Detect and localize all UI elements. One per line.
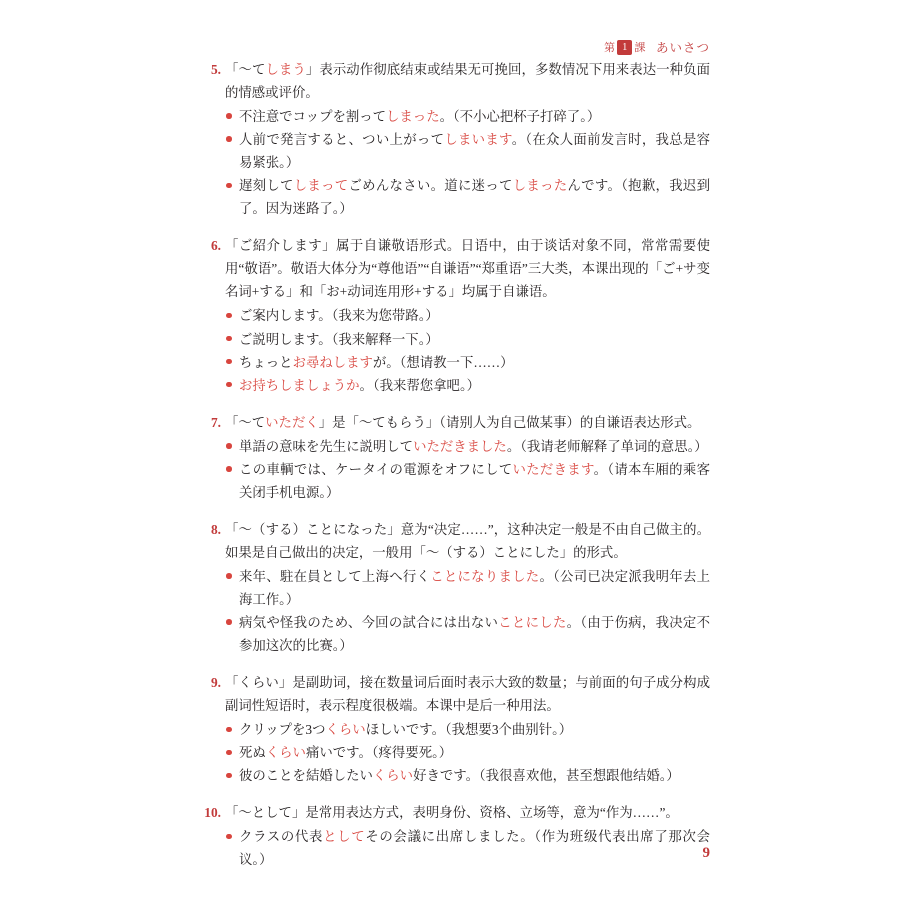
example-list	[225, 825, 710, 871]
bullet-icon	[226, 834, 232, 840]
highlight-text: ことになりました	[430, 568, 540, 584]
page-number: 9	[702, 845, 710, 861]
note-item-body	[225, 58, 710, 220]
note-item	[195, 671, 710, 787]
example-sentence	[225, 458, 710, 504]
highlight-text: いただきました	[413, 438, 507, 454]
note-item	[195, 411, 710, 504]
plain-text: ほしいです。（我想要3个曲别针。）	[365, 722, 573, 738]
highlight-text: いただきます	[512, 461, 594, 477]
bullet-icon	[226, 773, 232, 779]
example-list	[225, 565, 710, 657]
bullet-icon	[226, 183, 232, 189]
example-sentence	[225, 718, 710, 741]
note-item-explanation	[225, 234, 710, 303]
example-sentence	[225, 328, 710, 351]
bullet-icon	[226, 313, 232, 319]
plain-text: 。（我来帮您拿吧。）	[359, 377, 481, 393]
page-header	[604, 38, 710, 56]
example-sentence	[225, 128, 710, 174]
bullet-icon	[226, 382, 232, 388]
bullet-icon	[226, 443, 232, 449]
note-item-body	[225, 411, 710, 504]
note-item-number: 6.	[210, 238, 221, 254]
plain-text: クリップを3つ	[239, 722, 326, 738]
note-item-explanation	[225, 411, 710, 434]
example-list	[225, 718, 710, 787]
plain-text: んです。（抱歉，我迟到了。因为迷路了。）	[239, 178, 710, 217]
example-sentence	[225, 741, 710, 764]
example-list	[225, 304, 710, 396]
note-item	[195, 801, 710, 871]
bullet-icon	[226, 750, 232, 756]
lesson-number: 1	[617, 40, 632, 55]
highlight-text: しまいます	[444, 132, 512, 148]
highlight-text: として	[323, 829, 366, 845]
bullet-icon	[226, 573, 232, 579]
note-item-number: 7.	[210, 414, 221, 430]
plain-text: 。（由于伤病，我决定不参加这次的比赛。）	[239, 615, 710, 654]
plain-text: 痛いです。（疼得要死。）	[305, 745, 453, 761]
example-sentence	[225, 764, 710, 787]
highlight-text: しまって	[293, 178, 349, 194]
bullet-icon	[226, 466, 232, 472]
plain-text: クラスの代表	[239, 829, 324, 845]
bullet-icon	[226, 336, 232, 342]
plain-text: 死ぬ	[239, 745, 266, 761]
note-item-explanation	[225, 671, 710, 717]
example-sentence	[225, 105, 710, 128]
plain-text: ご案内します。（我来为您带路。）	[239, 308, 439, 324]
highlight-text: くらい	[265, 745, 306, 761]
note-item-explanation	[225, 518, 710, 564]
highlight-text: いただく	[265, 414, 319, 430]
note-item-number: 10.	[204, 805, 221, 821]
plain-text: 不注意でコップを割って	[239, 109, 387, 125]
plain-text: 遅刻して	[239, 178, 294, 194]
lesson-title: あいさつ	[655, 41, 710, 55]
note-item-body	[225, 518, 710, 657]
plain-text: 「くらい」是副助词，接在数量词后面时表示大致的数量；与前面的句子成分构成副词性短语时，表示程度很极端。本课中是后一种用法。	[225, 675, 710, 714]
plain-text: 「〜て	[225, 62, 266, 77]
note-item-number: 5.	[210, 62, 221, 77]
example-sentence	[225, 435, 710, 458]
example-list	[225, 435, 710, 504]
note-item-number: 8.	[210, 521, 221, 537]
note-item-body	[225, 801, 710, 871]
highlight-text: お持ちしましょうか	[239, 377, 360, 393]
highlight-text: くらい	[372, 768, 414, 784]
note-item-number: 9.	[210, 675, 221, 691]
note-item	[195, 234, 710, 396]
highlight-text: ことにした	[498, 615, 567, 631]
example-sentence	[225, 611, 710, 657]
plain-text: 」表示动作彻底结束或结果无可挽回，多数情况下用来表达一种负面的情感或评价。	[225, 62, 711, 101]
highlight-text: くらい	[325, 722, 366, 738]
plain-text: 「〜（する）ことになった」意为“决定……”，这种决定一般是不由自己做主的。如果是自己做出的决定，一般用「〜（する）ことにした」的形式。	[225, 521, 710, 560]
note-item	[195, 518, 710, 657]
plain-text: 好きです。（我很喜欢他，甚至想跟他结婚。）	[413, 768, 680, 784]
bullet-icon	[226, 359, 232, 365]
plain-text: 「〜として」是常用表达方式，表明身份、资格、立场等，意为“作为……”。	[225, 805, 679, 821]
lesson-notes-list	[195, 58, 710, 872]
note-item-body	[225, 234, 710, 396]
example-sentence	[225, 304, 710, 327]
note-item-body	[225, 671, 710, 787]
example-sentence	[225, 374, 710, 397]
example-sentence	[225, 174, 710, 220]
plain-text: その会議に出席しました。（作为班级代表出席了那次会议。）	[239, 829, 710, 868]
plain-text: 病気や怪我のため、今回の試合には出ない	[239, 615, 499, 631]
example-sentence	[225, 825, 710, 871]
bullet-icon	[226, 727, 232, 733]
lesson-unit: 課	[634, 42, 646, 54]
note-item-explanation	[225, 801, 710, 824]
plain-text: 人前で発言すると、つい上がって	[239, 132, 445, 148]
plain-text: 。（我请老师解释了单词的意思。）	[506, 438, 708, 454]
highlight-text: しまう	[265, 62, 306, 77]
plain-text: 彼のことを結婚したい	[239, 768, 373, 784]
plain-text: ごめんなさい。道に迷って	[348, 178, 513, 194]
plain-text: 。（请本车厢的乘客关闭手机电源。）	[239, 461, 710, 500]
plain-text: 「〜て	[225, 414, 266, 430]
plain-text: ご説明します。（我来解释一下。）	[239, 331, 439, 347]
highlight-text: お尋ねします	[292, 354, 373, 370]
plain-text: 。（在众人面前发言时，我总是容易紧张。）	[239, 132, 710, 171]
plain-text: 「ご紹介します」属于自谦敬语形式。日语中，由于谈话对象不同，常常需要使用“敬语”。敬语大体分为“尊他语”“自谦语”“郑重语”三大类，本课出现的「ご+サ变名词+する」和「お+动词连用形+する」均属于自谦语。	[225, 238, 710, 300]
note-item	[195, 58, 710, 220]
example-sentence	[225, 351, 710, 374]
bullet-icon	[226, 136, 232, 142]
plain-text: 」是「〜てもらう」（请别人为自己做某事）的自谦语表达形式。	[318, 414, 701, 430]
bullet-icon	[226, 113, 232, 119]
plain-text: 。（不小心把杯子打碎了。）	[439, 109, 601, 125]
plain-text: 来年、駐在員として上海へ行く	[239, 568, 431, 584]
plain-text: ちょっと	[239, 354, 293, 370]
highlight-text: しまった	[386, 109, 440, 125]
plain-text: 。（公司已决定派我明年去上海工作。）	[239, 568, 710, 607]
example-sentence	[225, 565, 710, 611]
plain-text: が。（想请教一下……）	[372, 354, 514, 370]
example-list	[225, 105, 710, 220]
plain-text: 単語の意味を先生に説明して	[239, 438, 414, 454]
lesson-label: 第	[603, 42, 616, 54]
lesson-badge	[604, 39, 646, 55]
plain-text: この車輌では、ケータイの電源をオフにして	[239, 461, 513, 477]
note-item-explanation	[225, 58, 710, 104]
bullet-icon	[226, 619, 232, 625]
highlight-text: しまった	[512, 178, 568, 194]
